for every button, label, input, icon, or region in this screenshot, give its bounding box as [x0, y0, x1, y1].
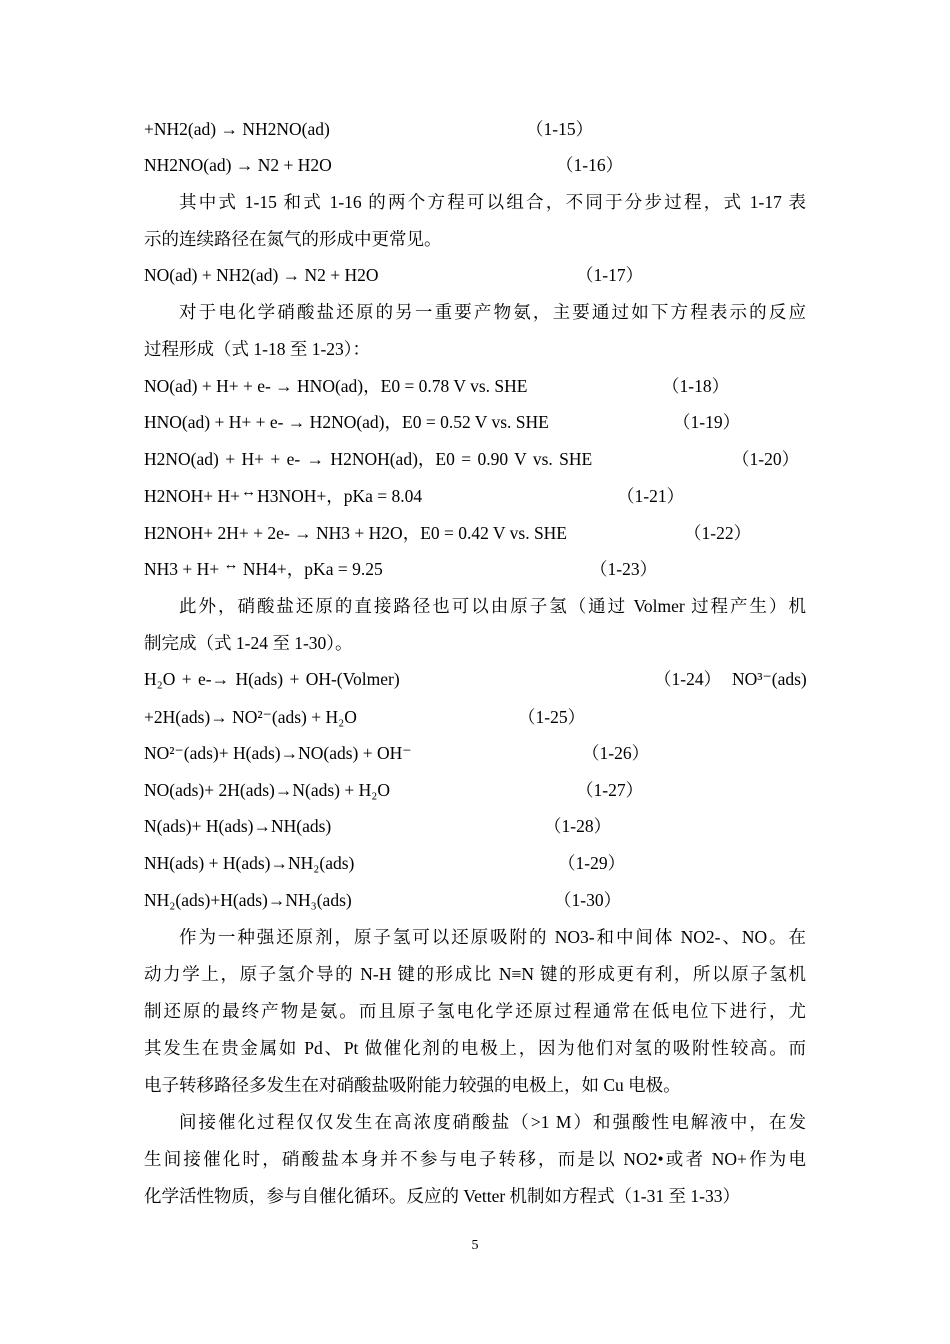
equation-number: （1-18）: [662, 376, 730, 396]
equation-1-27: NO(ads)+ 2H(ads)→N(ads) + H₂O （1-27）: [144, 777, 806, 803]
equation-number: （1-26）: [582, 743, 650, 763]
equation-1-22: H2NOH+ 2H+ + 2e- → NH3 + H2O，E0 = 0.42 V vs. SHE （1-22）: [144, 520, 806, 546]
equation-number: （1-28）: [544, 816, 612, 836]
equation-1-17: NO(ad) + NH2(ad) → N2 + H2O （1-17）: [144, 262, 806, 288]
equation-number: （1-20）: [732, 449, 800, 469]
equation-number: （1-30）: [554, 890, 622, 910]
equation-number: （1-24）: [654, 669, 722, 689]
equation-1-20: H2NO(ad) + H+ + e- → H2NOH(ad)，E0 = 0.90 V vs. SHE （1-20）: [144, 446, 806, 472]
paragraph-line: 化学活性物质，参与自催化循环。反应的 Vetter 机制如方程式（1-31 至 1-33）: [144, 1186, 740, 1206]
equation-1-28: N(ads)+ H(ads)→NH(ads) （1-28）: [144, 813, 806, 839]
equation-1-30: NH₂(ads)+H(ads)→NH₃(ads) （1-30）: [144, 887, 806, 913]
equation-number: （1-27）: [576, 780, 644, 800]
paragraph-line: 制完成（式 1-24 至 1-30）。: [144, 633, 353, 653]
equation-1-16: NH2NO(ad) → N2 + H2O （1-16）: [144, 152, 806, 178]
paragraph-line: 电子转移路径多发生在对硝酸盐吸附能力较强的电极上，如 Cu 电极。: [144, 1075, 681, 1095]
paragraph-line: 作为一种强还原剂，原子氢可以还原吸附的 NO3-和中间体 NO2-、NO。在: [179, 927, 806, 947]
equation-number: （1-17）: [576, 265, 644, 285]
equation-1-19: HNO(ad) + H+ + e- → H2NO(ad)，E0 = 0.52 V vs. SHE （1-19）: [144, 409, 806, 435]
equation-number: （1-25）: [518, 707, 586, 727]
equation-1-25: +2H(ads)→ NO²⁻(ads) + H₂O （1-25）: [144, 704, 806, 730]
equation-number: （1-19）: [673, 412, 741, 432]
double-arrow-icon: ↔: [223, 557, 239, 573]
equation-1-18: NO(ad) + H+ + e- → HNO(ad)，E0 = 0.78 V vs. SHE （1-18）: [144, 373, 806, 399]
equation-number: （1-23）: [590, 559, 658, 579]
paragraph-line: 此外，硝酸盐还原的直接路径也可以由原子氢（通过 Volmer 过程产生）机: [179, 596, 806, 616]
equation-1-26: NO²⁻(ads)+ H(ads)→NO(ads) + OH⁻ （1-26）: [144, 740, 806, 766]
paragraph-line: 过程形成（式 1-18 至 1-23）：: [144, 339, 371, 359]
equation-1-29: NH(ads) + H(ads)→NH₂(ads) （1-29）: [144, 850, 806, 876]
paragraph-line: 动力学上，原子氢介导的 N-H 键的形成比 N≡N 键的形成更有利，所以原子氢机: [144, 964, 806, 984]
paragraph-line: 间接催化过程仅仅发生在高浓度硝酸盐（>1 M）和强酸性电解液中，在发: [179, 1112, 806, 1132]
equation-number: （1-29）: [558, 853, 626, 873]
equation-number: （1-22）: [684, 523, 752, 543]
paragraph-line: 其中式 1-15 和式 1-16 的两个方程可以组合，不同于分步过程，式 1-17 表: [179, 192, 806, 212]
double-arrow-icon: ↔: [241, 484, 257, 500]
paragraph-line: 对于电化学硝酸盐还原的另一重要产物氨，主要通过如下方程表示的反应: [179, 302, 806, 322]
paragraph-line: 示的连续路径在氮气的形成中更常见。: [144, 229, 442, 249]
equation-1-15: +NH2(ad) → NH2NO(ad) （1-15）: [144, 116, 806, 142]
equation-1-23: NH3 + H+ ↔ NH4+，pKa = 9.25 （1-23）: [144, 556, 806, 582]
paragraph-line: 制还原的最终产物是氨。而且原子氢电化学还原过程通常在低电位下进行，尤: [144, 1001, 806, 1021]
equation-number: （1-16）: [556, 155, 624, 175]
equation-1-24: H₂O + e-→ H(ads) + OH-(Volmer) （1-24） NO³⁻(ads): [144, 666, 806, 692]
paragraph-line: 生间接催化时，硝酸盐本身并不参与电子转移，而是以 NO2•或者 NO+作为电: [144, 1149, 806, 1169]
paragraph-line: 其发生在贵金属如 Pd、Pt 做催化剂的电极上，因为他们对氢的吸附性较高。而: [144, 1038, 806, 1058]
equation-continuation: NO³⁻(ads): [732, 669, 807, 689]
equation-1-21: H2NOH+ H+↔H3NOH+，pKa = 8.04 （1-21）: [144, 483, 806, 509]
equation-number: （1-21）: [617, 486, 685, 506]
equation-number: （1-15）: [526, 119, 594, 139]
page-number: 5: [471, 1238, 479, 1253]
